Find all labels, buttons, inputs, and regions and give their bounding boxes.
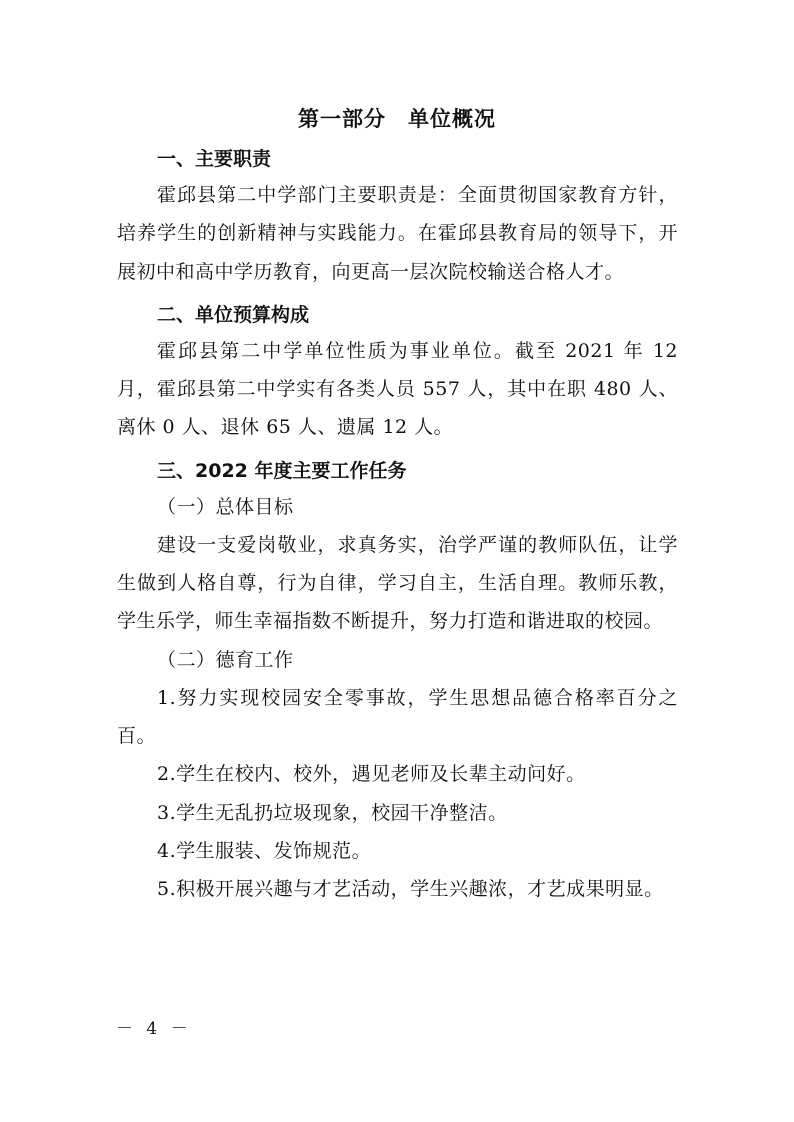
main-duties-paragraph: 霍邱县第二中学部门主要职责是：全面贯彻国家教育方针，培养学生的创新精神与实践能力。在霍邱县教育局的领导下，开展初中和高中学历教育，向更高一层次院校输送合格人才。 xyxy=(117,184,678,283)
subheading-moral-education: （二）德育工作 xyxy=(157,648,294,671)
moral-education-item-4: 4.学生服装、发饰规范。 xyxy=(157,839,372,862)
document-body xyxy=(117,142,678,908)
moral-education-item-1: 1.努力实现校园安全零事故，学生思想品德合格率百分之百。 xyxy=(117,686,678,747)
page-title: 第一部分 单位概况 xyxy=(298,107,496,131)
moral-education-item-5: 5.积极开展兴趣与才艺活动，学生兴趣浓，才艺成果明显。 xyxy=(157,878,664,901)
budget-composition-paragraph: 霍邱县第二中学单位性质为事业单位。截至 2021 年 12 月，霍邱县第二中学实有各类人员 557 人，其中在职 480 人、离休 0 人、退休 65 人、遗属 12 人。 xyxy=(117,339,678,439)
page-number: － 4 － xyxy=(116,1019,192,1039)
moral-education-item-2: 2.学生在校内、校外，遇见老师及长辈主动问好。 xyxy=(157,763,586,786)
section-heading-budget-composition: 二、单位预算构成 xyxy=(157,303,310,326)
moral-education-item-3: 3.学生无乱扔垃圾现象，校园干净整洁。 xyxy=(157,801,508,824)
overall-goal-paragraph: 建设一支爱岗敬业，求真务实，治学严谨的教师队伍，让学生做到人格自尊，行为自律，学习自主，生活自理。教师乐教，学生乐学，师生幸福指数不断提升，努力打造和谐进取的校园。 xyxy=(117,533,678,633)
section-heading-work-tasks: 三、2022 年度主要工作任务 xyxy=(157,459,407,482)
section-heading-main-duties: 一、主要职责 xyxy=(157,148,272,170)
subheading-overall-goal: （一）总体目标 xyxy=(157,495,294,518)
